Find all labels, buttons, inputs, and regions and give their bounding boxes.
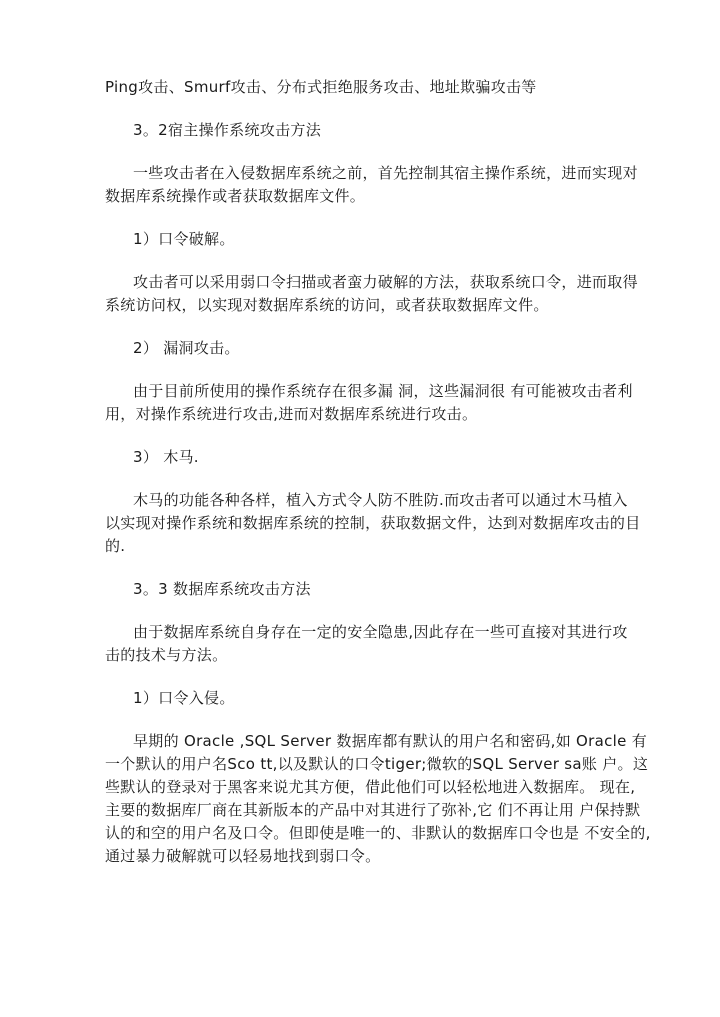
paragraph-intrusion-line-5: 认的和空的用户名及口令。但即使是唯一的、非默认的数据库口令也是 不安全的, xyxy=(105,824,651,842)
paragraph-host-os-line-2: 数据库系统操作或者获取数据库文件。 xyxy=(105,187,366,205)
paragraph-password-line-1: 攻击者可以采用弱口令扫描或者蛮力破解的方法，获取系统口令，进而取得 xyxy=(133,273,638,291)
paragraph-intrusion-line-3: 些默认的登录对于黑客来说尤其方便，借此他们可以轻松地进入数据库。 现在, xyxy=(105,778,636,796)
item-trojan: 3） 木马. xyxy=(133,448,199,466)
paragraph-vulnerability-line-2: 用，对操作系统进行攻击,进而对数据库系统进行攻击。 xyxy=(105,405,478,423)
paragraph-password-line-2: 系统访问权，以实现对数据库系统的访问，或者获取数据库文件。 xyxy=(105,296,549,314)
paragraph-trojan-line-1: 木马的功能各种各样，植入方式令人防不胜防.而攻击者可以通过木马植入 xyxy=(133,491,628,509)
paragraph-db-system-line-2: 击的技术与方法。 xyxy=(105,646,228,664)
heading-db-system-attack: 3。3 数据库系统攻击方法 xyxy=(133,580,311,598)
paragraph-intrusion-line-4: 主要的数据库厂商在其新版本的产品中对其进行了弥补,它 们不再让用 户保持默 xyxy=(105,801,641,819)
paragraph-intrusion-line-2: 一个默认的用户名Sco tt,以及默认的口令tiger;微软的SQL Server sa账 户。这 xyxy=(105,755,649,773)
paragraph-intrusion-line-1: 早期的 Oracle ,SQL Server 数据库都有默认的用户名和密码,如 Oracle 有 xyxy=(133,732,648,750)
paragraph-intrusion-line-6: 通过暴力破解就可以轻易地找到弱口令。 xyxy=(105,847,381,865)
item-vulnerability-attack: 2） 漏洞攻击。 xyxy=(133,339,240,357)
paragraph-trojan-line-3: 的. xyxy=(105,537,126,555)
paragraph-trojan-line-2: 以实现对操作系统和数据库系统的控制，获取数据文件，达到对数据库攻击的目 xyxy=(105,514,641,532)
paragraph-attack-list-end: Ping攻击、Smurf攻击、分布式拒绝服务攻击、地址欺骗攻击等 xyxy=(105,78,537,96)
paragraph-vulnerability-line-1: 由于目前所使用的操作系统存在很多漏 洞，这些漏洞很 有可能被攻击者利 xyxy=(133,382,633,400)
paragraph-host-os-line-1: 一些攻击者在入侵数据库系统之前，首先控制其宿主操作系统，进而实现对 xyxy=(133,164,638,182)
heading-host-os-attack: 3。2宿主操作系统攻击方法 xyxy=(133,121,321,139)
item-password-intrusion: 1）口令入侵。 xyxy=(133,689,235,707)
paragraph-db-system-line-1: 由于数据库系统自身存在一定的安全隐患,因此存在一些可直接对其进行攻 xyxy=(133,623,628,641)
item-password-cracking: 1）口令破解。 xyxy=(133,230,235,248)
